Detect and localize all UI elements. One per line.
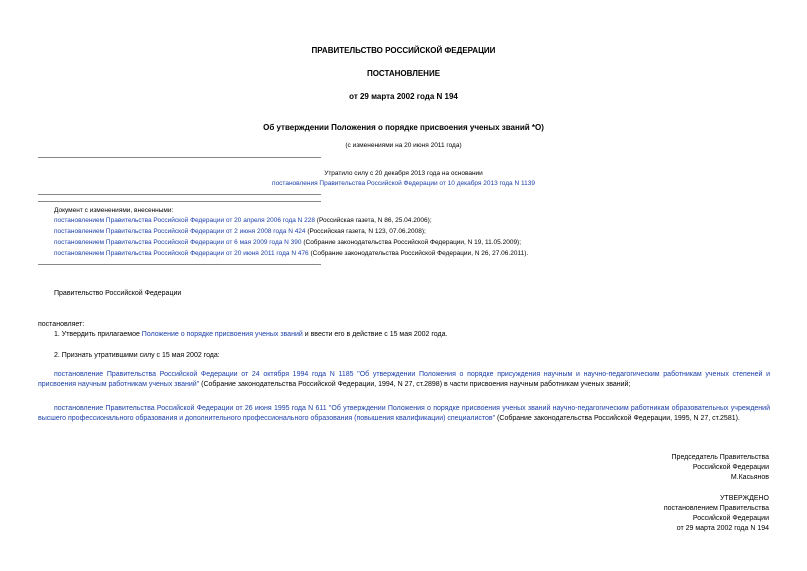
approval-line: Российской Федерации — [692, 515, 769, 522]
decree-611-link[interactable]: постановление Правительства Российской Федерации от 26 июня 1995 года N 611 "Об утверждении Положения о порядке присвоения ученых званий научно-педагогическим работникам образовательных учреждений высшего профессионального образования и дополнительного профессионального образования (повышения квалификации) специалистов" — [38, 405, 770, 422]
divider — [38, 157, 321, 158]
paragraph-1 — [54, 330, 447, 340]
signatory-name: М.Касьянов — [730, 474, 769, 481]
amendment-item — [54, 249, 528, 259]
decrees-word: постановляет: — [38, 321, 85, 328]
amendment-item — [54, 227, 426, 237]
government-heading: ПРАВИТЕЛЬСТВО РОССИЙСКОЙ ФЕДЕРАЦИИ — [311, 46, 496, 55]
amendment-source: (Российская газета, N 123, 07.06.2008); — [305, 228, 426, 235]
amendment-link[interactable]: постановлением Правительства Российской Федерации от 20 июня 2011 года N 476 — [54, 250, 309, 257]
amendment-link[interactable]: постановлением Правительства Российской Федерации от 2 июня 2008 года N 424 — [54, 228, 306, 235]
amendment-source: (Собрание законодательства Российской Федерации, N 26, 27.06.2011). — [308, 250, 529, 257]
paragraph-4 — [38, 404, 770, 424]
paragraph-3 — [38, 370, 770, 390]
regulation-link[interactable]: Положение о порядке присвоения ученых званий — [141, 331, 303, 338]
approval-line: постановлением Правительства — [663, 505, 769, 512]
doc-title: Об утверждении Положения о порядке присвоения ученых званий *О) — [263, 123, 544, 132]
signature-title: Председатель Правительства — [671, 454, 769, 461]
issuer: Правительство Российской Федерации — [54, 290, 182, 297]
doc-date-number: от 29 марта 2002 года N 194 — [349, 92, 458, 101]
decree-1185-link[interactable]: постановление Правительства Российской Федерации от 24 октября 1994 года N 1185 "Об утверждении Положения о порядке присуждения научным и научно-педагогическим работникам ученых степеней и присвоения научным работникам ученых званий" — [38, 371, 770, 388]
repeal-link[interactable]: постановления Правительства Российской Федерации от 10 декабря 2013 года N 1139 — [272, 180, 535, 187]
approval-stamp: УТВЕРЖДЕНО — [719, 495, 769, 502]
paragraph-1-end: и ввести его в действие с 15 мая 2002 года. — [302, 331, 448, 338]
signature-title-2: Российской Федерации — [692, 464, 769, 471]
amendment-link[interactable]: постановлением Правительства Российской Федерации от 20 апреля 2006 года N 228 — [54, 217, 315, 224]
amendment-source: (Российская газета, N 86, 25.04.2006); — [315, 217, 432, 224]
divider — [38, 264, 321, 265]
approval-date: от 29 марта 2002 года N 194 — [676, 525, 769, 532]
paragraph-3-end: (Собрание законодательства Российской Федерации, 1994, N 27, ст.2898) в части присвоения научным работникам ученых званий; — [199, 381, 631, 388]
doc-type-heading: ПОСТАНОВЛЕНИЕ — [366, 69, 441, 78]
paragraph-1-start: 1. Утвердить прилагаемое — [54, 331, 142, 338]
paragraph-4-end: (Собрание законодательства Российской Федерации, 1995, N 27, ст.2581). — [495, 415, 740, 422]
amendment-link[interactable]: постановлением Правительства Российской Федерации от 6 мая 2009 года N 390 — [54, 239, 302, 246]
amendment-source: (Собрание законодательства Российской Федерации, N 19, 11.05.2009); — [301, 239, 522, 246]
divider — [38, 201, 321, 202]
repeal-note: Утратило силу с 20 декабря 2013 года на основании — [324, 170, 483, 177]
amendments-intro: Документ с изменениями, внесенными: — [54, 207, 174, 214]
edition-note: (с изменениями на 20 июня 2011 года) — [345, 142, 462, 149]
paragraph-2: 2. Признать утратившими силу с 15 мая 2002 года: — [54, 352, 220, 359]
divider — [38, 194, 321, 195]
amendment-item — [54, 216, 432, 226]
amendment-item — [54, 238, 521, 248]
